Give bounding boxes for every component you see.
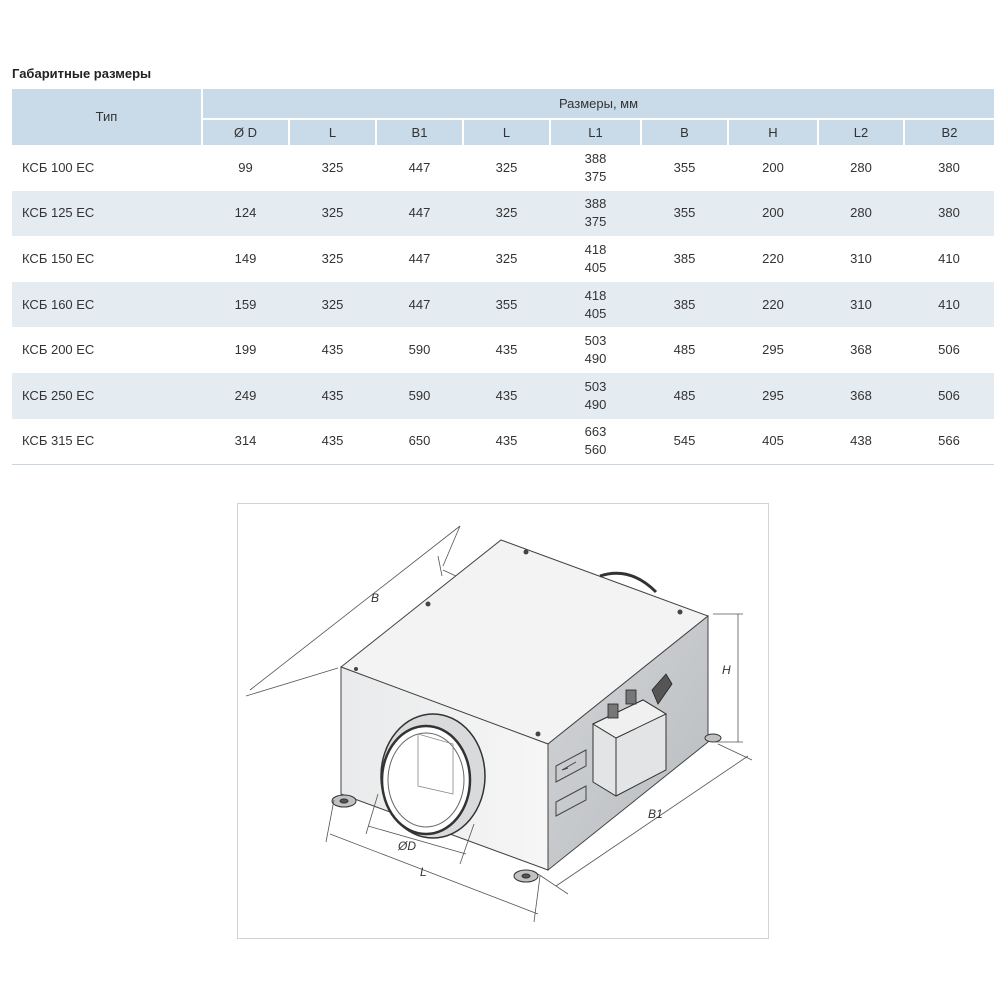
cell-b: 545 (641, 419, 728, 465)
cell-b1: 590 (376, 373, 463, 419)
type-cell: КСБ 250 ЕС (12, 373, 202, 419)
table-row (12, 236, 994, 282)
cell-b1: 590 (408, 342, 431, 358)
cell-l1-value-a: 418 (584, 287, 607, 303)
column-header-d: Ø D (202, 119, 289, 145)
cell-l1 (550, 373, 641, 419)
type-cell: КСБ 150 ЕС (22, 250, 95, 266)
cell-l-second: 325 (495, 250, 518, 266)
table-row (12, 282, 994, 328)
dimension-label-b1: B1 (648, 807, 663, 821)
cell-l1-value-b: 375 (584, 214, 607, 230)
cell-b2: 380 (938, 159, 960, 175)
cell-b: 485 (673, 342, 696, 358)
cell-l2: 310 (818, 282, 904, 328)
fan-box-illustration (238, 504, 768, 938)
cell-d: 314 (202, 419, 289, 465)
type-cell: КСБ 100 ЕС (22, 159, 95, 175)
cell-h: 200 (728, 191, 818, 237)
cell-h: 295 (728, 373, 818, 419)
type-cell: КСБ 160 ЕС (12, 282, 202, 328)
cell-l1-value-a: 663 (584, 424, 607, 440)
cell-l: 325 (321, 159, 344, 175)
cell-l1 (550, 419, 641, 465)
cell-b1: 447 (376, 191, 463, 237)
cell-l1-value-b: 490 (584, 351, 607, 367)
cell-b: 355 (673, 159, 696, 175)
cell-h: 405 (728, 419, 818, 465)
cell-l: 325 (321, 250, 344, 266)
cell-d: 249 (202, 373, 289, 419)
cell-h: 200 (762, 159, 784, 175)
cell-b2: 506 (904, 373, 994, 419)
column-header-l: L (289, 119, 376, 145)
column-header-l-second: L (463, 119, 550, 145)
cell-b: 485 (641, 373, 728, 419)
column-header-l2: L2 (818, 119, 904, 145)
cell-l1 (550, 236, 641, 282)
type-header: Тип (12, 89, 202, 145)
column-header-b2: B2 (904, 119, 994, 145)
cell-l: 435 (289, 419, 376, 465)
cell-l-second: 325 (463, 191, 550, 237)
cell-l1-value-a: 503 (584, 378, 607, 394)
cell-l1-value-a: 503 (584, 333, 607, 349)
cell-l1-value-b: 375 (584, 168, 607, 184)
cell-d: 99 (238, 159, 253, 175)
cell-h: 295 (762, 342, 784, 358)
column-header-l1: L1 (550, 119, 641, 145)
cell-l1 (550, 282, 641, 328)
cell-b2: 410 (904, 282, 994, 328)
dimension-label-l: L (420, 865, 427, 879)
cell-d: 124 (202, 191, 289, 237)
dimensions-table (12, 89, 994, 465)
cell-l: 325 (289, 191, 376, 237)
type-cell: КСБ 125 ЕС (12, 191, 202, 237)
front-spigot (381, 714, 485, 838)
cell-b2: 506 (938, 342, 960, 358)
section-title: Габаритные размеры (12, 66, 152, 81)
cell-l1-value-b: 405 (584, 259, 607, 275)
table-row (12, 327, 994, 373)
cell-l: 435 (321, 342, 344, 358)
dimension-h (713, 614, 743, 742)
cell-b: 385 (673, 250, 696, 266)
cell-l: 435 (289, 373, 376, 419)
cell-d: 159 (202, 282, 289, 328)
cell-l1-value-b: 560 (584, 442, 607, 458)
dimensions-group-header: Размеры, мм (202, 89, 994, 119)
cell-l2: 368 (850, 342, 872, 358)
cell-l-second: 435 (463, 419, 550, 465)
cell-l2: 368 (818, 373, 904, 419)
cell-h: 220 (762, 250, 784, 266)
cell-l-second: 325 (495, 159, 518, 175)
cell-b1: 447 (408, 159, 431, 175)
cell-b: 355 (641, 191, 728, 237)
cell-l2: 310 (850, 250, 872, 266)
cell-l-second: 435 (463, 373, 550, 419)
cell-l2: 280 (818, 191, 904, 237)
cell-b: 385 (641, 282, 728, 328)
cell-l2: 438 (818, 419, 904, 465)
dimension-label-b: B (371, 591, 380, 605)
dimension-label-d: ØD (398, 839, 416, 853)
cell-l1 (550, 145, 641, 191)
cell-l-second: 355 (463, 282, 550, 328)
table-row (12, 373, 994, 419)
cell-d: 199 (234, 342, 257, 358)
column-header-h: H (728, 119, 818, 145)
type-cell: КСБ 200 ЕС (22, 342, 95, 358)
table-row (12, 419, 994, 465)
cell-b2: 380 (904, 191, 994, 237)
column-header-b: B (641, 119, 728, 145)
cell-l1-value-b: 490 (584, 396, 607, 412)
cell-l1-value-a: 388 (584, 196, 607, 212)
cell-b2: 410 (938, 250, 960, 266)
column-header-b1: B1 (376, 119, 463, 145)
cell-l-second: 435 (495, 342, 518, 358)
cell-b1: 447 (408, 250, 431, 266)
cell-l1-value-a: 388 (584, 150, 607, 166)
dimensions-drawing (237, 503, 769, 939)
cell-l1-value-b: 405 (584, 305, 607, 321)
cell-l1 (550, 191, 641, 237)
cell-h: 220 (728, 282, 818, 328)
cell-l1 (550, 327, 641, 373)
dimension-label-h: H (722, 663, 731, 677)
cell-d: 149 (234, 250, 257, 266)
cell-b1: 447 (376, 282, 463, 328)
cell-b2: 566 (904, 419, 994, 465)
table-row (12, 191, 994, 237)
type-cell: КСБ 315 ЕС (12, 419, 202, 465)
table-row (12, 145, 994, 191)
cell-b1: 650 (376, 419, 463, 465)
cell-l2: 280 (850, 159, 872, 175)
cell-l: 325 (289, 282, 376, 328)
cell-l1-value-a: 418 (584, 241, 607, 257)
